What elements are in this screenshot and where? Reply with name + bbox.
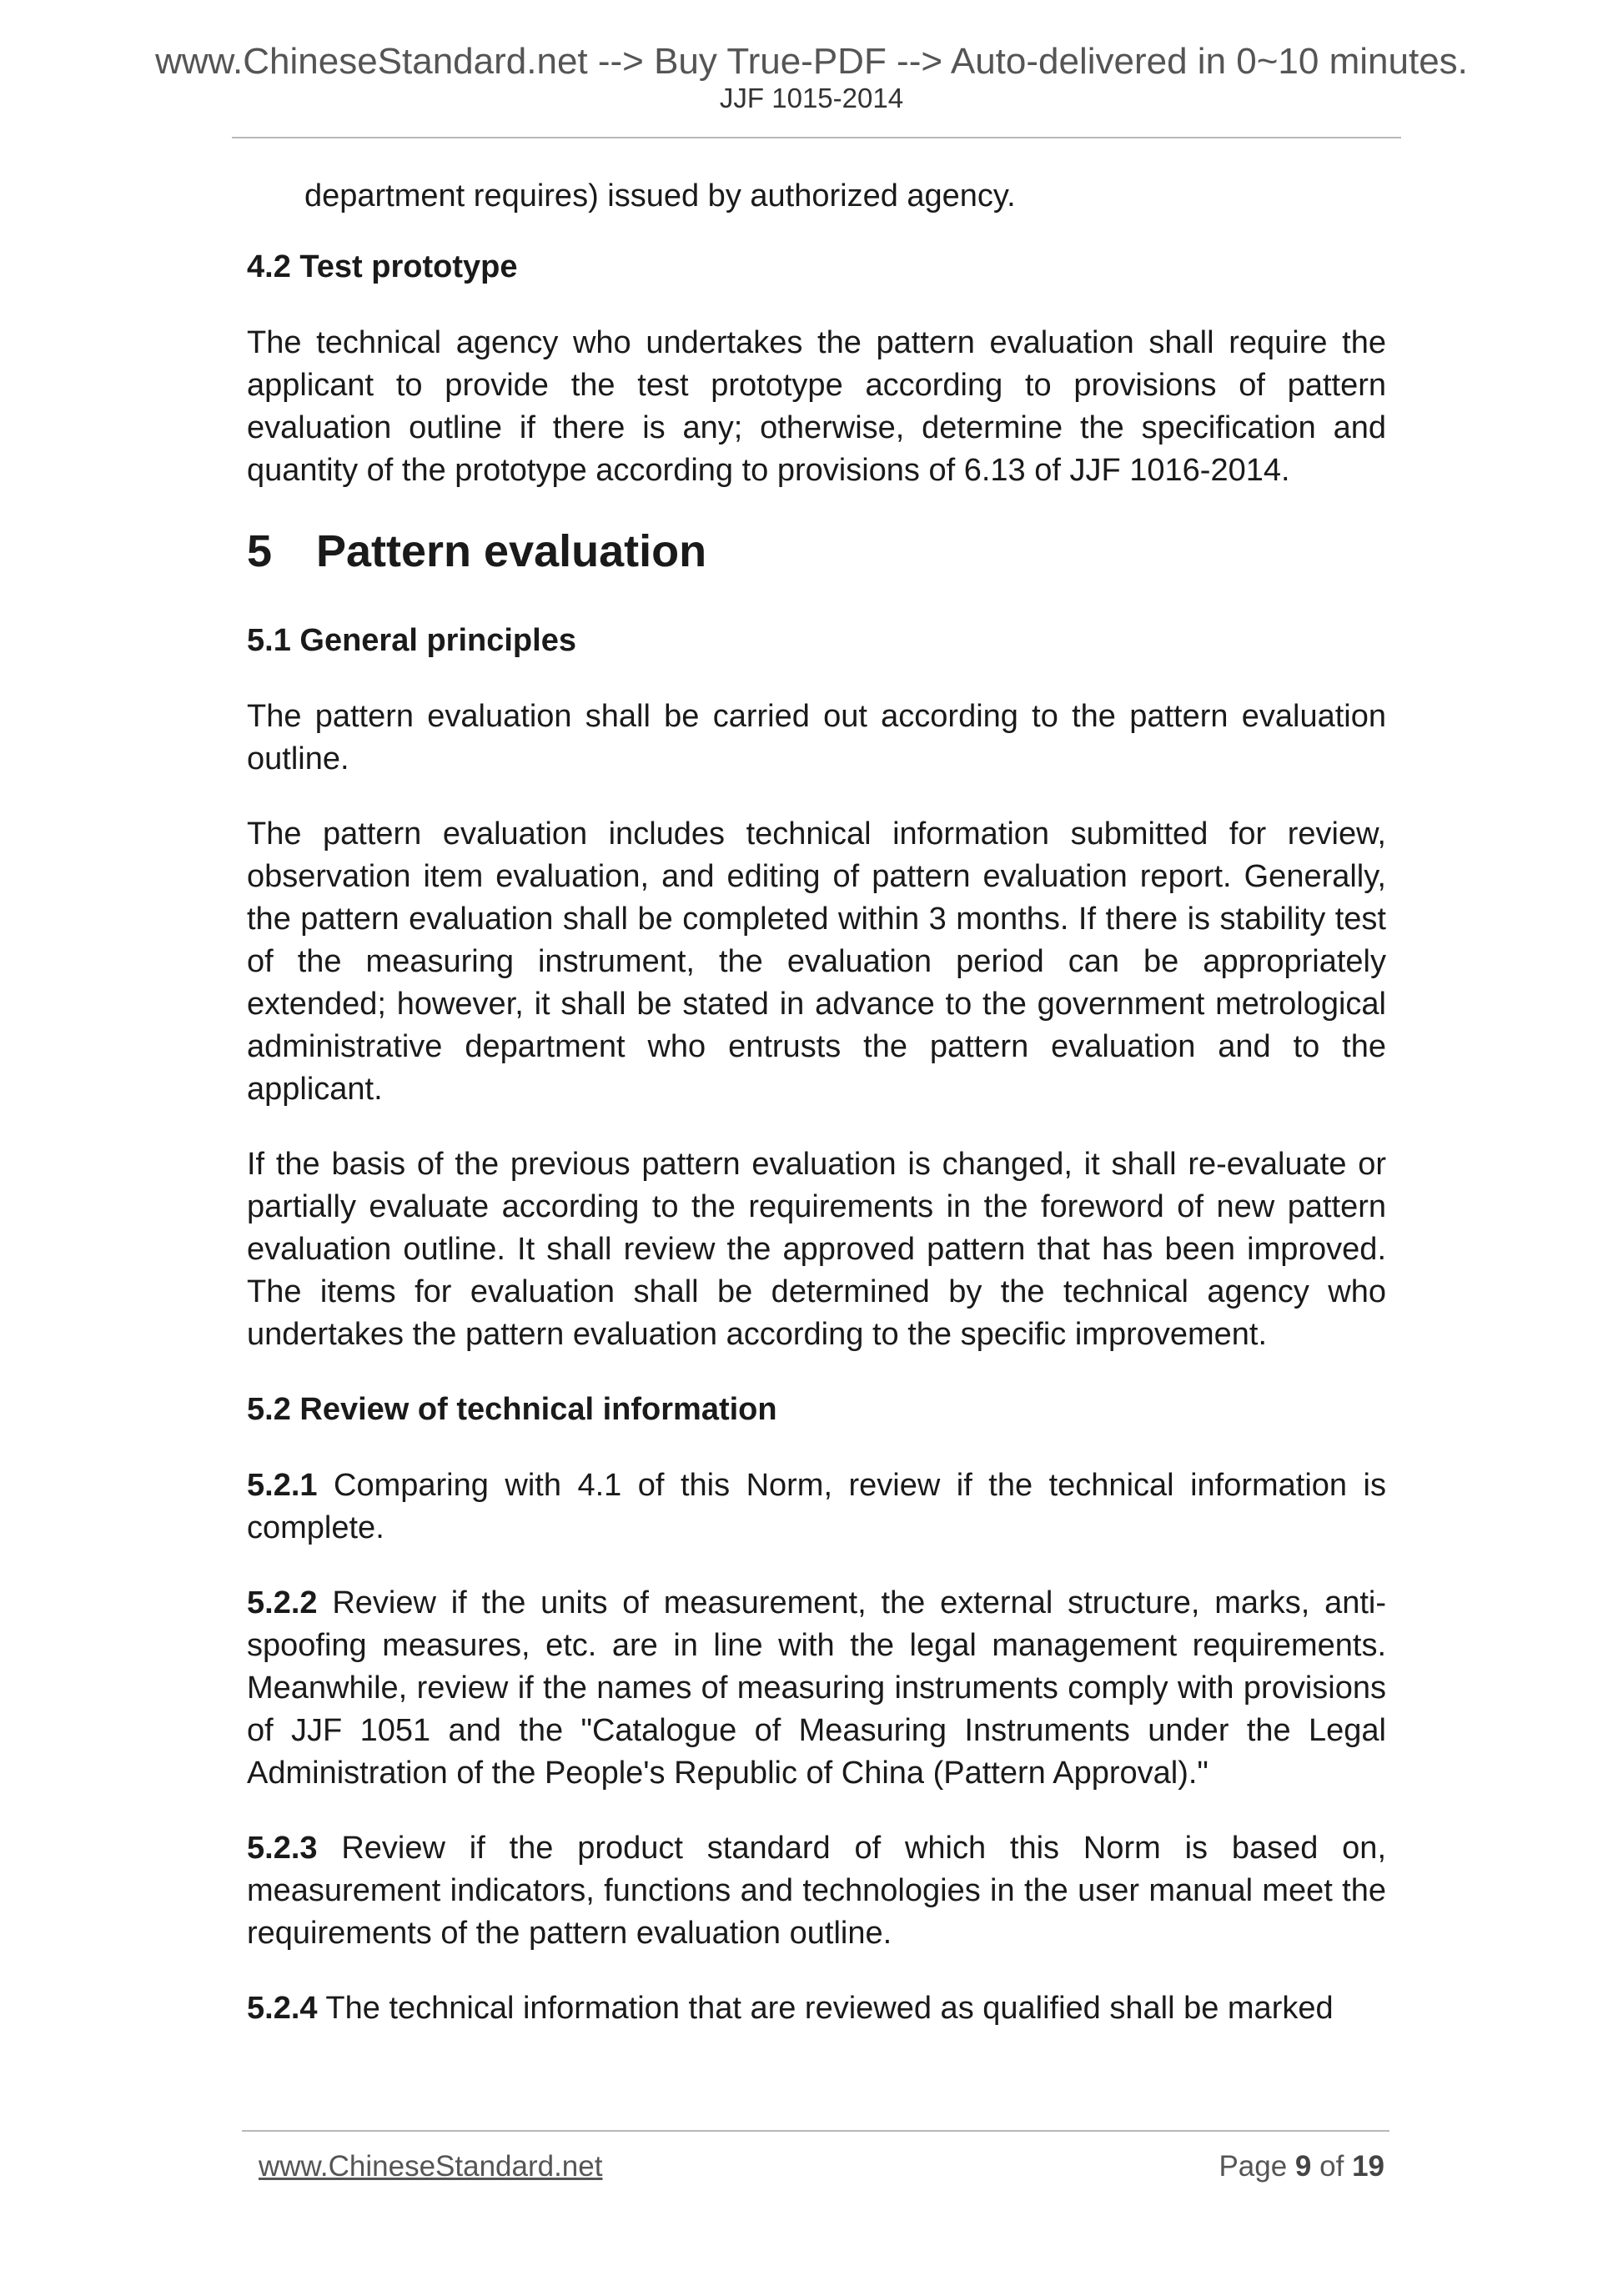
section-number: 5 xyxy=(247,526,273,576)
page-indicator xyxy=(1219,2150,1384,2183)
paragraph-5-1-a: The pattern evaluation shall be carried out according to the pattern evaluation outline. xyxy=(247,699,1386,776)
page-word: Page xyxy=(1219,2150,1288,2183)
heading-4-2: 4.2 Test prototype xyxy=(247,249,518,284)
clause-number: 5.2.4 xyxy=(247,1991,318,2026)
clause-5-2-3 xyxy=(247,1827,1386,1955)
section-title: Pattern evaluation xyxy=(316,526,707,576)
footer-site-link[interactable]: www.ChineseStandard.net xyxy=(259,2150,603,2183)
clause-number: 5.2.1 xyxy=(247,1468,318,1503)
current-page-number: 9 xyxy=(1294,2150,1312,2183)
footer-divider xyxy=(242,2130,1389,2132)
page-content xyxy=(247,175,1386,2030)
heading-5-2: 5.2 Review of technical information xyxy=(247,1392,777,1427)
paragraph-5-1-b: The pattern evaluation includes technical information submitted for review, observation item evaluation, and editing of pattern evaluation report. Generally, the pattern evaluation shall be completed within 3 months. If there is stability test of the measuring instrument, the evaluation period can be appropriately extended; however, it shall be stated in advance to the government metrological administrative department who entrusts the pattern evaluation and to the applicant. xyxy=(247,816,1386,1107)
continuation-text: department requires) issued by authorized agency. xyxy=(304,178,1016,214)
header-divider xyxy=(232,137,1401,138)
clause-5-2-2 xyxy=(247,1582,1386,1795)
clause-text: Comparing with 4.1 of this Norm, review if the technical information is complete. xyxy=(247,1468,1386,1545)
clause-number: 5.2.3 xyxy=(247,1831,318,1866)
total-page-count: 19 xyxy=(1352,2150,1384,2183)
document-code: JJF 1015-2014 xyxy=(719,83,904,113)
clause-text: Review if the product standard of which this Norm is based on, measurement indicators, functions and technologies in the user manual meet the requirements of the pattern evaluation outline. xyxy=(247,1831,1386,1951)
site-banner: www.ChineseStandard.net --> Buy True-PDF --> Auto-delivered in 0~10 minutes. xyxy=(155,41,1468,82)
clause-number: 5.2.2 xyxy=(247,1585,318,1620)
clause-5-2-4 xyxy=(247,1987,1386,2030)
paragraph-5-1-c: If the basis of the previous pattern evaluation is changed, it shall re-evaluate or partially evaluate according to the requirements in the foreword of new pattern evaluation outline. It shall review the approved pattern that has been improved. The items for evaluation shall be determined by the technical agency who undertakes the pattern evaluation according to the specific improvement. xyxy=(247,1147,1386,1352)
paragraph-4-2: The technical agency who undertakes the pattern evaluation shall require the applicant to provide the test prototype according to provisions of pattern evaluation outline if there is any; otherwise, determine the specification and quantity of the prototype according to provisions of 6.13 of JJF 1016-2014. xyxy=(247,325,1386,488)
of-word: of xyxy=(1319,2150,1344,2183)
clause-text: The technical information that are reviewed as qualified shall be marked xyxy=(317,1991,1334,2026)
clause-5-2-1 xyxy=(247,1465,1386,1550)
heading-5-1: 5.1 General principles xyxy=(247,623,576,658)
clause-text: Review if the units of measurement, the external structure, marks, anti-spoofing measures, etc. are in line with the legal management requirements. Meanwhile, review if the names of measuring instruments comply with provisions of JJF 1051 and the "Catalogue of Measuring Instruments under the Legal Administration of the People's Republic of China (Pattern Approval)." xyxy=(247,1585,1386,1791)
section-5-heading xyxy=(247,525,1386,578)
